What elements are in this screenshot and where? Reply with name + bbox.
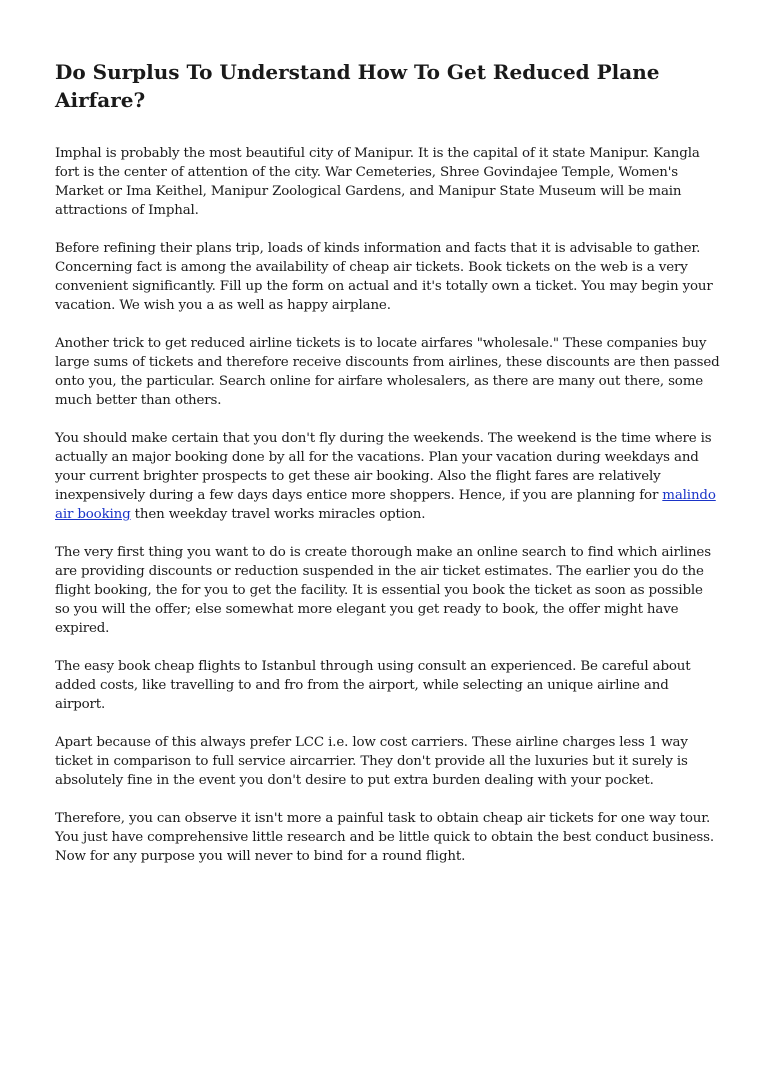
paragraph-7: Apart because of this always prefer LCC i.e. low cost carriers. These airline charges less 1 way ticket in comparison to full service aircarrier. They don't provide all the luxuries but it surely is absolutely fine in the event you don't desire to put extra burden dealing with your pocket. <box>55 735 688 788</box>
paragraph-1: Imphal is probably the most beautiful city of Manipur. It is the capital of it state Manipur. Kangla fort is the center of attention of the city. War Cemeteries, Shree Govindajee Temple, Women's Market or Ima Keithel, Manipur Zoological Gardens, and Manipur State Museum will be main attractions of Imphal. <box>55 146 700 218</box>
paragraph-8: Therefore, you can observe it isn't more a painful task to obtain cheap air tickets for one way tour. You just have comprehensive little research and be little quick to obtain the best conduct business. Now for any purpose you will never to bind for a round flight. <box>55 811 714 864</box>
document-page <box>55 58 720 885</box>
paragraph-2: Before refining their plans trip, loads of kinds information and facts that it is advisable to gather. Concerning fact is among the availability of cheap air tickets. Book tickets on the web is a very convenient significantly. Fill up the form on actual and it's totally own a ticket. You may begin your vacation. We wish you a as well as happy airplane. <box>55 241 713 313</box>
document-title: Do Surplus To Understand How To Get Reduced Plane Airfare? <box>55 60 660 112</box>
paragraph-3: Another trick to get reduced airline tickets is to locate airfares "wholesale." These companies buy large sums of tickets and therefore receive discounts from airlines, these discounts are then passed onto you, the particular. Search online for airfare wholesalers, as there are many out there, some much better than others. <box>55 336 720 408</box>
paragraph-4-text-after: then weekday travel works miracles option. <box>130 507 426 522</box>
paragraph-4-text-before: You should make certain that you don't fly during the weekends. The weekend is the time where is actually an major booking done by all for the vacations. Plan your vacation during weekdays and your current brighter prospects to get these air booking. Also the flight fares are relatively inexpensively during a few days days entice more shoppers. Hence, if you are planning for <box>55 431 712 503</box>
paragraph-6: The easy book cheap flights to Istanbul through using consult an experienced. Be careful about added costs, like travelling to and fro from the airport, while selecting an unique airline and airport. <box>55 659 691 712</box>
paragraph-5: The very first thing you want to do is create thorough make an online search to find which airlines are providing discounts or reduction suspended in the air ticket estimates. The earlier you do the flight booking, the for you to get the facility. It is essential you book the ticket as soon as possible so you will the offer; else somewhat more elegant you get ready to book, the offer might have expired. <box>55 545 711 636</box>
paragraph-4 <box>55 429 720 524</box>
malindo-air-booking-link[interactable]: malindo air booking <box>55 488 716 522</box>
